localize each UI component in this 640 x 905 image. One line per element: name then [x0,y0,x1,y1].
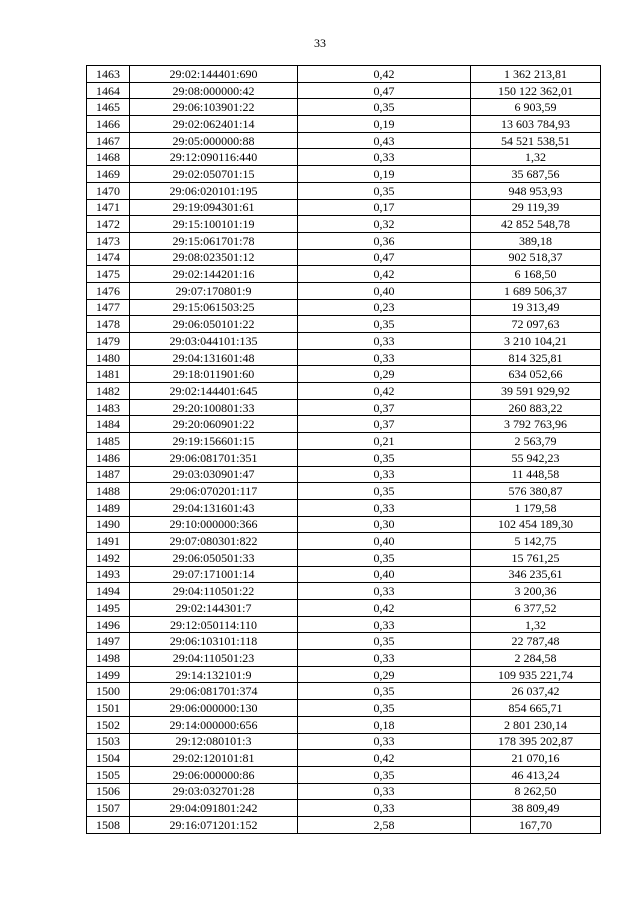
cadastral-number-cell: 29:06:070201:117 [130,483,298,500]
cadastral-number-cell: 29:14:132101:9 [130,666,298,683]
cadastral-number-cell: 29:08:023501:12 [130,249,298,266]
value-cell: 2 801 230,14 [471,716,601,733]
row-number-cell: 1463 [87,66,130,83]
table-row [87,249,601,266]
row-number-cell: 1497 [87,633,130,650]
coefficient-cell: 0,42 [298,750,471,767]
value-cell: 29 119,39 [471,199,601,216]
coefficient-cell: 0,17 [298,199,471,216]
row-number-cell: 1492 [87,549,130,566]
value-cell: 11 448,58 [471,466,601,483]
value-cell: 26 037,42 [471,683,601,700]
table-row [87,533,601,550]
coefficient-cell: 0,29 [298,366,471,383]
table-row [87,333,601,350]
cadastral-number-cell: 29:06:050501:33 [130,549,298,566]
value-cell: 5 142,75 [471,533,601,550]
row-number-cell: 1507 [87,800,130,817]
value-cell: 576 380,87 [471,483,601,500]
value-cell: 6 903,59 [471,99,601,116]
coefficient-cell: 0,42 [298,66,471,83]
cadastral-number-cell: 29:03:032701:28 [130,783,298,800]
table-row [87,433,601,450]
value-cell: 167,70 [471,816,601,833]
coefficient-cell: 0,47 [298,82,471,99]
value-cell: 2 284,58 [471,650,601,667]
value-cell: 19 313,49 [471,299,601,316]
table-row [87,316,601,333]
table-row [87,666,601,683]
row-number-cell: 1483 [87,399,130,416]
value-cell: 22 787,48 [471,633,601,650]
value-cell: 902 518,37 [471,249,601,266]
coefficient-cell: 0,35 [298,182,471,199]
coefficient-cell: 0,35 [298,549,471,566]
table-row [87,466,601,483]
cadastral-number-cell: 29:10:000000:366 [130,516,298,533]
cadastral-number-cell: 29:14:000000:656 [130,716,298,733]
cadastral-number-cell: 29:15:100101:19 [130,216,298,233]
value-cell: 35 687,56 [471,166,601,183]
coefficient-cell: 0,42 [298,600,471,617]
cadastral-number-cell: 29:02:144401:690 [130,66,298,83]
cadastral-number-cell: 29:19:094301:61 [130,199,298,216]
row-number-cell: 1480 [87,349,130,366]
value-cell: 6 168,50 [471,266,601,283]
cadastral-number-cell: 29:07:170801:9 [130,282,298,299]
row-number-cell: 1490 [87,516,130,533]
table-row [87,166,601,183]
coefficient-cell: 0,42 [298,266,471,283]
coefficient-cell: 0,33 [298,149,471,166]
cadastral-number-cell: 29:05:000000:88 [130,132,298,149]
row-number-cell: 1469 [87,166,130,183]
row-number-cell: 1498 [87,650,130,667]
table-row [87,449,601,466]
cadastral-number-cell: 29:04:131601:48 [130,349,298,366]
table-row [87,199,601,216]
row-number-cell: 1495 [87,600,130,617]
table-row [87,66,601,83]
row-number-cell: 1506 [87,783,130,800]
table-row [87,182,601,199]
table-row [87,800,601,817]
value-cell: 389,18 [471,232,601,249]
cadastral-number-cell: 29:04:091801:242 [130,800,298,817]
coefficient-cell: 0,21 [298,433,471,450]
coefficient-cell: 0,36 [298,232,471,249]
table-row [87,99,601,116]
row-number-cell: 1496 [87,616,130,633]
table-row [87,816,601,833]
coefficient-cell: 0,33 [298,349,471,366]
row-number-cell: 1474 [87,249,130,266]
value-cell: 3 792 763,96 [471,416,601,433]
table-body [87,66,601,834]
value-cell: 814 325,81 [471,349,601,366]
table-row [87,483,601,500]
coefficient-cell: 0,40 [298,282,471,299]
value-cell: 346 235,61 [471,566,601,583]
value-cell: 109 935 221,74 [471,666,601,683]
row-number-cell: 1473 [87,232,130,249]
cadastral-number-cell: 29:02:144301:7 [130,600,298,617]
cadastral-number-cell: 29:07:080301:822 [130,533,298,550]
table-row [87,583,601,600]
value-cell: 1,32 [471,149,601,166]
table-row [87,132,601,149]
coefficient-cell: 0,35 [298,316,471,333]
cadastral-number-cell: 29:15:061701:78 [130,232,298,249]
row-number-cell: 1508 [87,816,130,833]
coefficient-cell: 0,33 [298,499,471,516]
value-cell: 39 591 929,92 [471,383,601,400]
coefficient-cell: 0,35 [298,700,471,717]
row-number-cell: 1471 [87,199,130,216]
value-cell: 55 942,23 [471,449,601,466]
coefficient-cell: 0,37 [298,416,471,433]
table-row [87,616,601,633]
value-cell: 54 521 538,51 [471,132,601,149]
row-number-cell: 1470 [87,182,130,199]
table-row [87,683,601,700]
cadastral-number-cell: 29:02:062401:14 [130,116,298,133]
coefficient-cell: 0,35 [298,683,471,700]
value-cell: 38 809,49 [471,800,601,817]
table-row [87,366,601,383]
value-cell: 150 122 362,01 [471,82,601,99]
value-cell: 1 179,58 [471,499,601,516]
coefficient-cell: 0,42 [298,383,471,400]
cadastral-number-cell: 29:06:081701:374 [130,683,298,700]
cadastral-number-cell: 29:06:081701:351 [130,449,298,466]
cadastral-number-cell: 29:02:144401:645 [130,383,298,400]
coefficient-cell: 0,30 [298,516,471,533]
data-table [86,65,601,834]
cadastral-number-cell: 29:02:120101:81 [130,750,298,767]
cadastral-number-cell: 29:07:171001:14 [130,566,298,583]
row-number-cell: 1468 [87,149,130,166]
value-cell: 178 395 202,87 [471,733,601,750]
cadastral-number-cell: 29:19:156601:15 [130,433,298,450]
coefficient-cell: 0,29 [298,666,471,683]
table-row [87,600,601,617]
coefficient-cell: 0,40 [298,533,471,550]
coefficient-cell: 0,33 [298,466,471,483]
row-number-cell: 1465 [87,99,130,116]
cadastral-number-cell: 29:12:080101:3 [130,733,298,750]
value-cell: 260 883,22 [471,399,601,416]
value-cell: 8 262,50 [471,783,601,800]
row-number-cell: 1505 [87,766,130,783]
row-number-cell: 1475 [87,266,130,283]
table-row [87,516,601,533]
table-row [87,766,601,783]
cadastral-number-cell: 29:20:100801:33 [130,399,298,416]
cadastral-number-cell: 29:06:000000:130 [130,700,298,717]
row-number-cell: 1485 [87,433,130,450]
coefficient-cell: 0,32 [298,216,471,233]
row-number-cell: 1466 [87,116,130,133]
cadastral-number-cell: 29:18:011901:60 [130,366,298,383]
table-row [87,700,601,717]
coefficient-cell: 0,33 [298,783,471,800]
value-cell: 42 852 548,78 [471,216,601,233]
table-row [87,650,601,667]
table-row [87,566,601,583]
row-number-cell: 1477 [87,299,130,316]
row-number-cell: 1482 [87,383,130,400]
row-number-cell: 1464 [87,82,130,99]
value-cell: 948 953,93 [471,182,601,199]
row-number-cell: 1478 [87,316,130,333]
table-row [87,216,601,233]
table-row [87,349,601,366]
cadastral-number-cell: 29:06:050101:22 [130,316,298,333]
coefficient-cell: 0,19 [298,116,471,133]
table-row [87,716,601,733]
table-row [87,783,601,800]
value-cell: 1 362 213,81 [471,66,601,83]
cadastral-number-cell: 29:04:110501:22 [130,583,298,600]
table-row [87,633,601,650]
value-cell: 6 377,52 [471,600,601,617]
cadastral-number-cell: 29:02:144201:16 [130,266,298,283]
row-number-cell: 1502 [87,716,130,733]
coefficient-cell: 0,35 [298,483,471,500]
value-cell: 634 052,66 [471,366,601,383]
cadastral-number-cell: 29:06:103101:118 [130,633,298,650]
table-row [87,733,601,750]
cadastral-number-cell: 29:06:020101:195 [130,182,298,199]
value-cell: 46 413,24 [471,766,601,783]
row-number-cell: 1493 [87,566,130,583]
cadastral-number-cell: 29:12:090116:440 [130,149,298,166]
value-cell: 854 665,71 [471,700,601,717]
coefficient-cell: 0,35 [298,99,471,116]
coefficient-cell: 0,33 [298,333,471,350]
table-row [87,232,601,249]
value-cell: 2 563,79 [471,433,601,450]
coefficient-cell: 0,35 [298,633,471,650]
value-cell: 3 210 104,21 [471,333,601,350]
table-row [87,416,601,433]
cadastral-number-cell: 29:20:060901:22 [130,416,298,433]
value-cell: 3 200,36 [471,583,601,600]
cadastral-number-cell: 29:04:110501:23 [130,650,298,667]
coefficient-cell: 0,33 [298,583,471,600]
table-row [87,549,601,566]
row-number-cell: 1467 [87,132,130,149]
row-number-cell: 1472 [87,216,130,233]
row-number-cell: 1494 [87,583,130,600]
coefficient-cell: 0,33 [298,733,471,750]
coefficient-cell: 0,43 [298,132,471,149]
row-number-cell: 1487 [87,466,130,483]
cadastral-number-cell: 29:15:061503:25 [130,299,298,316]
value-cell: 1 689 506,37 [471,282,601,299]
value-cell: 72 097,63 [471,316,601,333]
row-number-cell: 1489 [87,499,130,516]
coefficient-cell: 0,18 [298,716,471,733]
cadastral-number-cell: 29:04:131601:43 [130,499,298,516]
value-cell: 102 454 189,30 [471,516,601,533]
table-row [87,399,601,416]
row-number-cell: 1501 [87,700,130,717]
table-row [87,299,601,316]
cadastral-number-cell: 29:12:050114:110 [130,616,298,633]
coefficient-cell: 2,58 [298,816,471,833]
coefficient-cell: 0,35 [298,449,471,466]
table-row [87,383,601,400]
coefficient-cell: 0,33 [298,800,471,817]
row-number-cell: 1488 [87,483,130,500]
table-row [87,750,601,767]
cadastral-number-cell: 29:06:103901:22 [130,99,298,116]
table-row [87,82,601,99]
cadastral-number-cell: 29:02:050701:15 [130,166,298,183]
table-row [87,149,601,166]
row-number-cell: 1476 [87,282,130,299]
cadastral-number-cell: 29:03:030901:47 [130,466,298,483]
coefficient-cell: 0,19 [298,166,471,183]
table-row [87,116,601,133]
row-number-cell: 1479 [87,333,130,350]
row-number-cell: 1491 [87,533,130,550]
page-number: 33 [314,36,326,50]
coefficient-cell: 0,37 [298,399,471,416]
row-number-cell: 1481 [87,366,130,383]
coefficient-cell: 0,33 [298,616,471,633]
table-row [87,266,601,283]
cadastral-number-cell: 29:16:071201:152 [130,816,298,833]
coefficient-cell: 0,47 [298,249,471,266]
cadastral-number-cell: 29:06:000000:86 [130,766,298,783]
value-cell: 15 761,25 [471,549,601,566]
value-cell: 21 070,16 [471,750,601,767]
coefficient-cell: 0,23 [298,299,471,316]
row-number-cell: 1499 [87,666,130,683]
cadastral-number-cell: 29:08:000000:42 [130,82,298,99]
value-cell: 13 603 784,93 [471,116,601,133]
row-number-cell: 1486 [87,449,130,466]
table-row [87,282,601,299]
value-cell: 1,32 [471,616,601,633]
row-number-cell: 1484 [87,416,130,433]
coefficient-cell: 0,35 [298,766,471,783]
row-number-cell: 1503 [87,733,130,750]
cadastral-number-cell: 29:03:044101:135 [130,333,298,350]
coefficient-cell: 0,33 [298,650,471,667]
row-number-cell: 1500 [87,683,130,700]
table-row [87,499,601,516]
row-number-cell: 1504 [87,750,130,767]
coefficient-cell: 0,40 [298,566,471,583]
